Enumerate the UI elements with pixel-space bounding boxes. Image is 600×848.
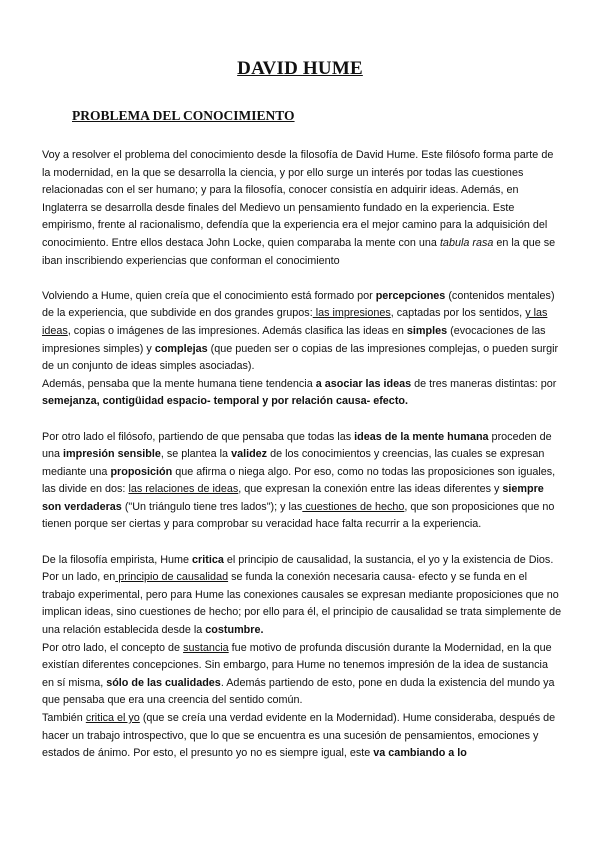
underlined-term: critica el yo — [85, 712, 140, 724]
underlined-term: principio de causalidad — [115, 571, 229, 584]
italic-term: tabula rasa — [439, 236, 494, 249]
text-run: , que son proposiciones que no tienen porque ser ciertas y para comprobar su veracidad hace falta recurrir a la experiencia. — [42, 500, 555, 531]
underlined-term: cuestiones de hecho — [302, 500, 405, 513]
text-run: (evocaciones de las impresiones simples) y — [42, 324, 546, 355]
bold-term: complejas — [154, 342, 208, 355]
underlined-term: sustancia — [183, 641, 229, 654]
text-run: en la que se iban inscribiendo experiencias que conforman el conocimiento — [42, 236, 556, 267]
bold-term: critica — [192, 553, 224, 566]
paragraph-proposiciones — [42, 429, 562, 535]
bold-term: siempre son verdaderas — [42, 483, 544, 513]
text-run: ("Un triángulo tiene tres lados"); y las — [121, 500, 303, 513]
text-run: (que se creía una verdad evidente en la Modernidad). Hume consideraba, después de hacer un trabajo introspectivo, que lo que se encuentra es una sucesión de pensamientos, emociones y estados de ánimo. Por esto, el presunto yo no es siempre igual, este — [42, 712, 556, 760]
bold-term: impresión sensible — [63, 448, 161, 461]
bold-term: a asociar las ideas — [315, 377, 412, 390]
paragraph-percepciones — [42, 288, 562, 376]
text-run: Además, pensaba que la mente humana tiene tendencia — [42, 377, 316, 390]
underlined-term: las relaciones de ideas — [128, 483, 239, 496]
text-run: , que expresan la conexión entre las ideas diferentes y — [238, 483, 503, 496]
document-body — [42, 147, 562, 763]
text-run: el principio de causalidad, la sustancia, el yo y la existencia de Dios. Por un lado, en — [42, 553, 554, 584]
text-run: que afirma o niega algo. Por eso, como no todas las proposiciones son iguales, las divide en dos: — [42, 465, 556, 496]
text-run: Volviendo a Hume, quien creía que el conocimiento está formado por — [42, 289, 376, 302]
bold-term: costumbre. — [205, 624, 264, 637]
underlined-term: y las ideas — [42, 307, 548, 337]
text-run: fue motivo de profunda discusión durante la Modernidad, en la que existían diferentes concepciones. Sin embargo, para Hume no tenemos impresión de la idea de sustancia en sí misma, — [42, 641, 552, 689]
text-run: (contenidos mentales) de la experiencia, que subdivide en dos grandes grupos: — [42, 289, 555, 320]
document-title: DAVID HUME — [237, 58, 363, 79]
text-run: Por otro lado, el concepto de — [42, 641, 184, 654]
text-run: Por otro lado el filósofo, partiendo de que pensaba que todas las — [42, 430, 355, 443]
bold-term: proposición — [110, 465, 173, 478]
text-run: de tres maneras distintas: por — [411, 377, 557, 390]
text-run: de los conocimientos y creencias, las cuales se expresan mediante una — [42, 448, 545, 478]
text-run: proceden de una — [42, 430, 552, 461]
text-run: (que pueden ser o copias de las impresiones complejas, o pueden surgir de un conjunto de ideas simples asociadas). — [42, 342, 559, 373]
section-heading: PROBLEMA DEL CONOCIMIENTO — [72, 108, 295, 123]
text-run: Voy a resolver el problema del conocimiento desde la filosofía de David Hume. Este filósofo forma parte de la modernidad, en la que se desarrolla la ciencia, y por ello surge un interés por todas las cuestiones relacionadas con el ser humano; y para la filosofía, conocer consistía en adquirir ideas. Además, en Inglaterra se desarrolla desde finales del Medievo un pensamiento fundado en la experiencia. Este empirismo, frente al racionalismo, defendía que la experiencia era el mejor camino para la adquisición del conocimiento. Entre ellos destaca John Locke, quien comparaba la mente con una — [42, 149, 554, 249]
paragraph-intro — [42, 147, 562, 270]
bold-term: semejanza, contigüidad espacio- temporal y por relación causa- efecto. — [42, 395, 409, 408]
paragraph-critica — [42, 552, 562, 640]
bold-term: ideas de la mente humana — [354, 430, 489, 443]
underlined-term: las impresiones — [312, 307, 391, 320]
text-run: También — [42, 712, 86, 724]
text-run: se funda la conexión necesaria causa- efecto y se funda en el trabajo experimental, pero para Hume las conexiones causales se expresan mediante proposiciones que no implican ideas, sino cuestiones de hecho; por ello para él, el principio de causalidad se trata simplemente de una relación establecida desde la — [42, 571, 562, 637]
bold-term: va cambiando a lo — [373, 747, 467, 760]
paragraph-yo — [42, 710, 562, 763]
text-run: . Además partiendo de esto, pone en duda la existencia del mundo ya que pensaba que era una creencia del sentido común. — [42, 676, 555, 707]
paragraph-sustancia — [42, 640, 562, 710]
bold-term: percepciones — [375, 289, 446, 302]
text-run: , copias o imágenes de las impresiones. Además clasifica las ideas en — [67, 324, 407, 337]
text-run: , se plantea la — [160, 448, 232, 461]
text-run: De la filosofía empirista, Hume — [42, 553, 193, 566]
bold-term: sólo de las cualidades — [106, 676, 221, 689]
bold-term: validez — [231, 448, 268, 461]
paragraph-asociacion — [42, 376, 562, 411]
text-run: , captadas por los sentidos, — [390, 307, 526, 320]
bold-term: simples — [406, 324, 448, 337]
